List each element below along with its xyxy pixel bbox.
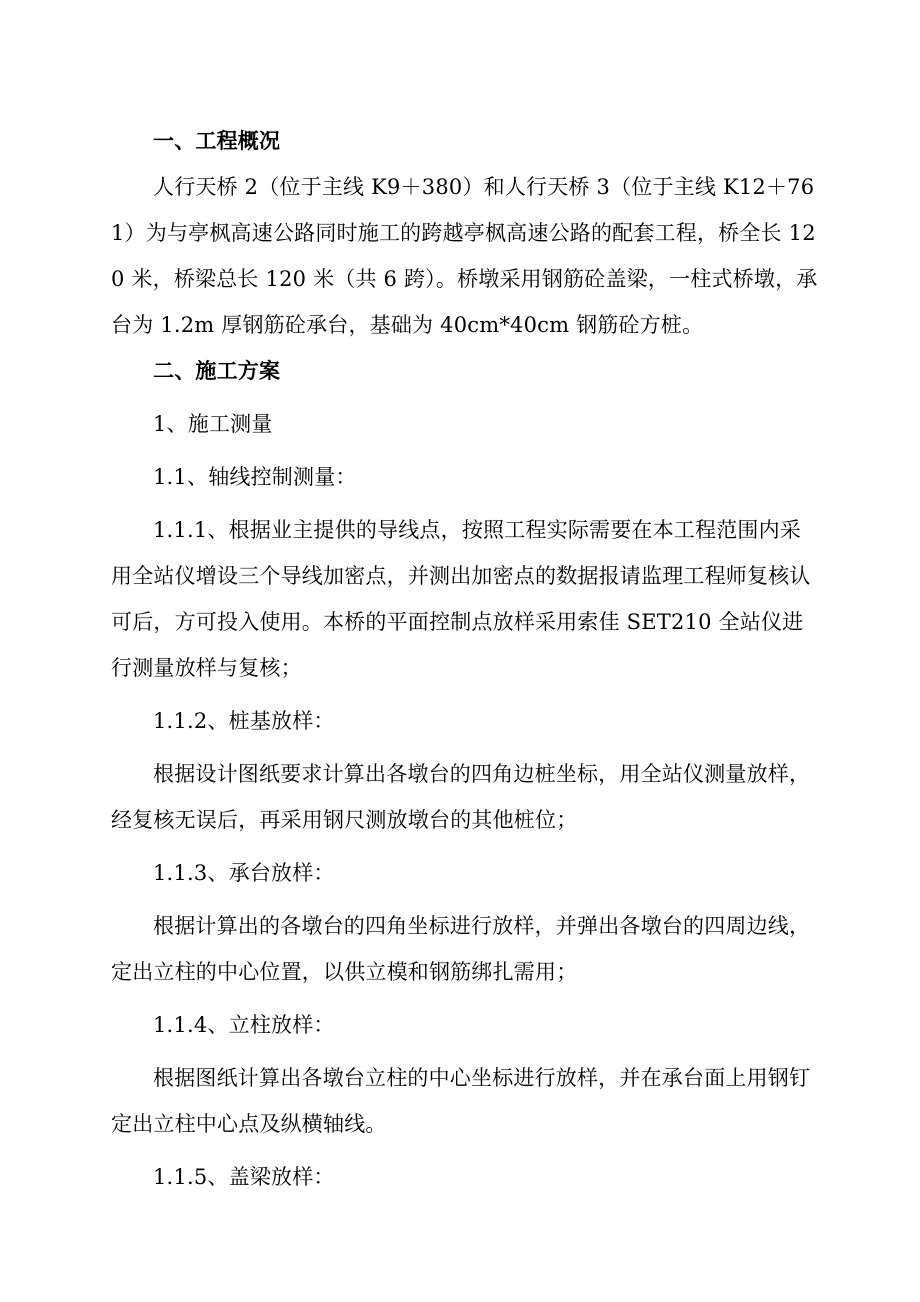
spacer xyxy=(111,1147,821,1154)
item-heading-column-layout: 1.1.4、立柱放样： xyxy=(153,1013,335,1037)
paragraph-control-points: 1.1.1、根据业主提供的导线点，按照工程实际需要在本工程范围内采用全站仪增设三个导线加密点，并测出加密点的数据报请监理工程师复核认可后，方可投入使用。本桥的平面控制点放样采用索佳 SET210 全站仪进行测量放样与复核； xyxy=(111,518,811,680)
paragraph-project-overview: 人行天桥 2（位于主线 K9＋380）和人行天桥 3（位于主线 K12＋761）为与亭枫高速公路同时施工的跨越亭枫高速公路的配套工程，桥全长 120 米，桥梁总长 120 米（共 6 跨）。桥墩采用钢筋砼盖梁，一柱式桥墩，承台为 1.2m 厚钢筋砼承台，基础为 40cm*40cm 钢筋砼方桩。 xyxy=(111,175,818,337)
paragraph-column-layout: 根据图纸计算出各墩台立柱的中心坐标进行放样，并在承台面上用钢钉定出立柱中心点及纵横轴线。 xyxy=(111,1066,811,1136)
spacer xyxy=(111,896,821,903)
spacer xyxy=(111,447,821,454)
item-heading-pile-layout: 1.1.2、桩基放样： xyxy=(153,709,335,733)
spacer xyxy=(111,995,821,1002)
document-body xyxy=(111,118,821,1200)
section-heading-construction-plan: 二、施工方案 xyxy=(153,358,281,383)
spacer xyxy=(111,500,821,507)
spacer xyxy=(111,744,821,751)
spacer xyxy=(111,1048,821,1055)
paragraph-cap-layout: 根据计算出的各墩台的四角坐标进行放样，并弹出各墩台的四周边线，定出立柱的中心位置，以供立模和钢筋绑扎需用； xyxy=(111,914,811,984)
item-heading-cap-beam-layout: 1.1.5、盖梁放样： xyxy=(153,1165,335,1189)
paragraph-pile-layout: 根据设计图纸要求计算出各墩台的四角边桩坐标，用全站仪测量放样，经复核无误后，再采用钢尺测放墩台的其他桩位； xyxy=(111,762,811,832)
item-heading-cap-layout: 1.1.3、承台放样： xyxy=(153,861,335,885)
section-heading-project-overview: 一、工程概况 xyxy=(153,128,281,153)
spacer xyxy=(111,843,821,850)
subsection-heading-axis-control-survey: 1.1、轴线控制测量： xyxy=(153,465,357,489)
subsection-heading-construction-survey: 1、施工测量 xyxy=(153,412,273,436)
spacer xyxy=(111,691,821,698)
spacer xyxy=(111,394,821,401)
